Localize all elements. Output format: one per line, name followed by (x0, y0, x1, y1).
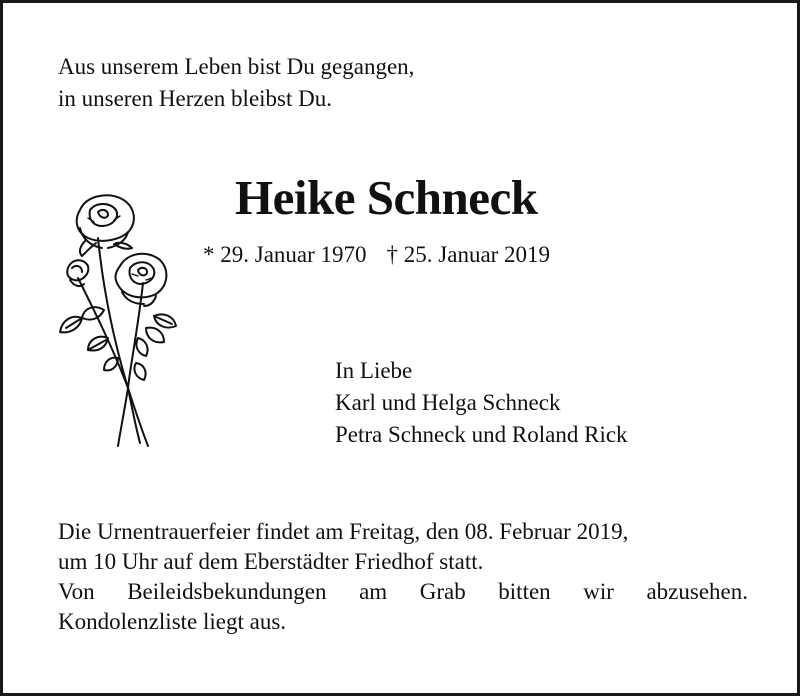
notice-line-2: um 10 Uhr auf dem Eberstädter Friedhof statt. (58, 549, 484, 574)
rose-icon (58, 188, 183, 453)
motto-line-1: Aus unserem Leben bist Du gegangen, (58, 54, 415, 79)
mourners-line-2: Petra Schneck und Roland Rick (335, 422, 628, 447)
life-dates (203, 242, 550, 268)
motto-line-2: in unseren Herzen bleibst Du. (58, 86, 333, 111)
notice-line-4: Kondolenzliste liegt aus. (58, 609, 287, 634)
notice-line-3: Von Beileidsbekundungen am Grab bitten wir abzusehen. (58, 579, 748, 604)
funeral-notice (58, 517, 748, 637)
mourners (335, 355, 628, 451)
death-date: † 25. Januar 2019 (386, 242, 551, 267)
mourners-line-1: Karl und Helga Schneck (335, 390, 561, 415)
notice-line-1: Die Urnentrauerfeier findet am Freitag, den 08. Februar 2019, (58, 519, 629, 544)
deceased-name: Heike Schneck (235, 170, 538, 225)
motto (58, 51, 414, 115)
mourners-intro: In Liebe (335, 358, 413, 383)
birth-date: * 29. Januar 1970 (203, 242, 367, 267)
